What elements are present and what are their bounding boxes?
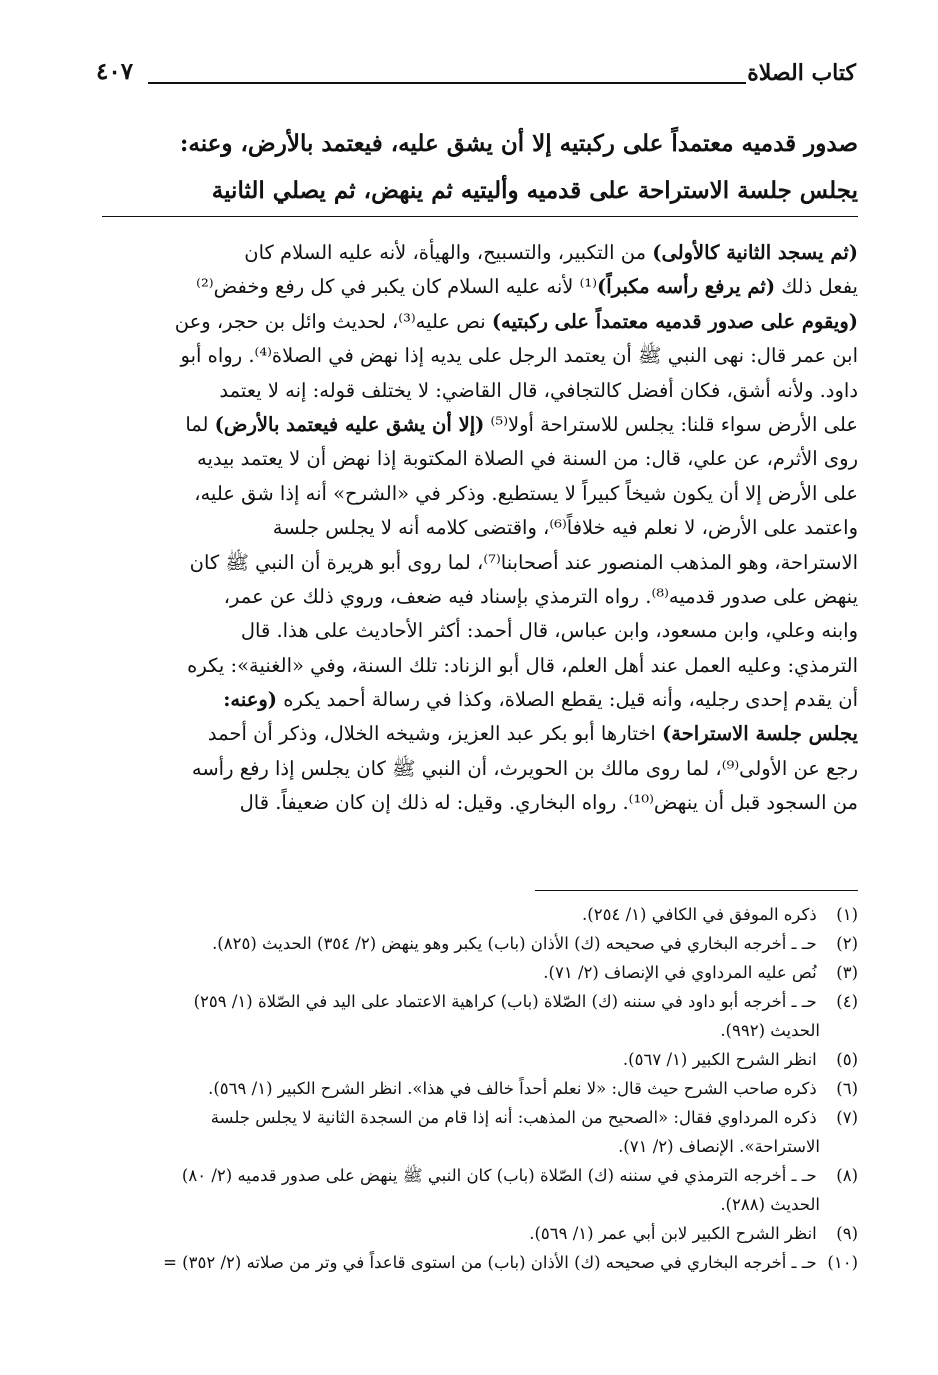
commentary-line — [80, 236, 858, 270]
footnote-continuation: الاستراحة». الإنصاف (٢/ ٧١). — [618, 1137, 820, 1156]
commentary-line — [80, 442, 858, 476]
commentary-text: ⁽¹⁾ لأنه عليه السلام كان يكبر في كل رفع وخفض⁽²⁾ — [196, 275, 598, 299]
commentary-text: على الأرض إلا أن يكون شيخاً كبيراً لا يستطيع. وذكر في «الشرح» أنه إذا شق عليه، — [194, 481, 858, 505]
footnote-number: (٦) — [836, 1079, 858, 1098]
commentary-text: وابنه وعلي، وابن مسعود، وابن عباس، قال أحمد: أكثر الأحاديث على هذا. قال — [240, 619, 858, 643]
commentary-text: من التكبير، والتسبيح، والهيأة، لأنه عليه السلام كان — [244, 241, 653, 264]
commentary-text: من السجود قبل أن ينهض⁽¹⁰⁾. رواه البخاري. وقيل: له ذلك إن كان ضعيفاً. قال — [239, 791, 858, 815]
footnote — [60, 929, 858, 958]
footnote-number: (٥) — [836, 1050, 858, 1069]
commentary-text: روى الأثرم، عن علي، قال: من السنة في الصلاة المكتوبة إذا نهض أن لا يعتمد بيديه — [197, 447, 858, 471]
footnote — [60, 1074, 858, 1103]
section-divider — [102, 216, 858, 217]
chapter-title: كتاب الصلاة — [747, 60, 856, 86]
footnote-number: (١٠) — [827, 1253, 858, 1272]
quoted-matn-text: (وعنه: — [223, 688, 278, 712]
commentary-line — [80, 580, 858, 614]
commentary-line — [80, 339, 858, 373]
footnote-divider — [535, 890, 858, 891]
footnotes — [60, 900, 858, 1277]
footnote-continuation: الحديث (٢٨٨). — [720, 1195, 820, 1214]
footnote — [60, 1219, 858, 1248]
commentary-text: لما — [185, 412, 215, 436]
footnote-number: (٧) — [836, 1108, 858, 1127]
main-text — [80, 120, 858, 214]
commentary-text: الترمذي: وعليه العمل عند أهل العلم، قال أبو الزناد: تلك السنة، وفي «الغنية»: يكره — [187, 653, 858, 677]
main-text-line: صدور قدميه معتمداً على ركبتيه إلا أن يشق عليه، فيعتمد بالأرض، وعنه: — [179, 130, 858, 157]
footnote — [60, 987, 858, 1016]
commentary-line — [80, 683, 858, 717]
footnote — [60, 1248, 858, 1277]
footnote-text: ذكره الموفق في الكافي (١/ ٢٥٤). — [582, 905, 817, 924]
page-number: ٤٠٧ — [96, 58, 134, 85]
commentary-text: نص عليه⁽³⁾، لحديث وائل بن حجر، وعن — [174, 309, 492, 333]
commentary-line — [80, 614, 858, 648]
commentary-text: يفعل ذلك — [775, 275, 858, 299]
footnote-number: (٩) — [836, 1224, 858, 1243]
commentary-text: ابن عمر قال: نهى النبي ﷺ أن يعتمد الرجل على يديه إذا نهض في الصلاة⁽⁴⁾. رواه أبو — [180, 344, 858, 368]
commentary-line — [80, 270, 858, 304]
footnote-text: حـ ـ أخرجه البخاري في صحيحه (ك) الأذان (باب) من استوى قاعداً في وتر من صلاته (٢/ ٣٥٢) = — [163, 1253, 817, 1272]
quoted-matn-text: (ثم يسجد الثانية كالأولى) — [652, 241, 858, 264]
quoted-matn-text: (ويقوم على صدور قدميه معتمداً على ركبتيه) — [491, 309, 858, 333]
commentary-line — [80, 374, 858, 408]
footnote-number: (٨) — [836, 1166, 858, 1185]
commentary-text: رجع عن الأولى⁽⁹⁾، لما روى مالك بن الحويرث، أن النبي ﷺ كان يجلس إذا رفع رأسه — [191, 756, 858, 780]
quoted-matn-text: (إلا أن يشق عليه فيعتمد بالأرض) — [214, 412, 485, 436]
commentary — [80, 236, 858, 821]
footnote — [60, 900, 858, 929]
commentary-line — [80, 546, 858, 580]
footnote-continuation: الحديث (٩٩٢). — [720, 1021, 820, 1040]
footnote — [60, 1161, 858, 1190]
commentary-text: واعتمد على الأرض، لا نعلم فيه خلافاً⁽⁶⁾، واقتضى كلامه أنه لا يجلس جلسة — [272, 516, 858, 540]
footnote-text: انظر الشرح الكبير لابن أبي عمر (١/ ٥٦٩). — [529, 1224, 817, 1243]
commentary-line — [80, 752, 858, 786]
footnote — [60, 1045, 858, 1074]
commentary-text: داود. ولأنه أشق، فكان أفضل كالتجافي، قال القاضي: لا يختلف قوله: إنه لا يعتمد — [219, 378, 858, 402]
commentary-text: ينهض على صدور قدميه⁽⁸⁾. رواه الترمذي بإسناد فيه ضعف، وروي ذلك عن عمر، — [223, 584, 858, 608]
commentary-text: أن يقدم إحدى رجليه، وأنه قيل: يقطع الصلاة، وكذا في رسالة أحمد يكره — [277, 688, 858, 712]
footnote-number: (١) — [836, 905, 858, 924]
main-text-line: يجلس جلسة الاستراحة على قدميه وأليتيه ثم ينهض، ثم يصلي الثانية — [211, 177, 858, 204]
commentary-line — [80, 717, 858, 751]
footnote-number: (٢) — [836, 934, 858, 953]
commentary-line — [80, 786, 858, 820]
commentary-line — [80, 408, 858, 442]
commentary-line — [80, 305, 858, 339]
footnote-text: ذكره المرداوي فقال: «الصحيح من المذهب: أنه إذا قام من السجدة الثانية لا يجلس جلسة — [210, 1108, 817, 1127]
quoted-matn-text: يجلس جلسة الاستراحة) — [662, 722, 858, 746]
footnote-number: (٤) — [836, 992, 858, 1011]
commentary-line — [80, 477, 858, 511]
footnote-text: انظر الشرح الكبير (١/ ٥٦٧). — [622, 1050, 817, 1069]
commentary-text: على الأرض سواء قلنا: يجلس للاستراحة أولا⁽⁵⁾ — [484, 412, 858, 436]
header-rule — [148, 82, 746, 84]
footnote-text: نُص عليه المرداوي في الإنصاف (٢/ ٧١). — [543, 963, 817, 982]
footnote-number: (٣) — [836, 963, 858, 982]
commentary-line — [80, 649, 858, 683]
commentary-text: الاستراحة، وهو المذهب المنصور عند أصحابنا⁽⁷⁾، لما روى أبو هريرة أن النبي ﷺ كان — [189, 550, 858, 574]
footnote — [60, 958, 858, 987]
footnote-text: ذكره صاحب الشرح حيث قال: «لا نعلم أحداً خالف في هذا». انظر الشرح الكبير (١/ ٥٦٩). — [208, 1079, 817, 1098]
commentary-line — [80, 511, 858, 545]
commentary-text: اختارها أبو بكر عبد العزيز، وشيخه الخلال، وذكر أن أحمد — [207, 722, 663, 746]
footnote-text: حـ ـ أخرجه البخاري في صحيحه (ك) الأذان (باب) يكبر وهو ينهض (٢/ ٣٥٤) الحديث (٨٢٥). — [212, 934, 817, 953]
footnote-text: حـ ـ أخرجه الترمذي في سننه (ك) الصّلاة (باب) كان النبي ﷺ ينهض على صدور قدميه (٢/ ٨٠) — [181, 1166, 817, 1185]
quoted-matn-text: (ثم يرفع رأسه مكبراً) — [597, 275, 776, 299]
footnote — [60, 1103, 858, 1132]
footnote-text: حـ ـ أخرجه أبو داود في سننه (ك) الصّلاة (باب) كراهية الاعتماد على اليد في الصّلاة (١/ ٢٥٩) — [193, 992, 817, 1011]
